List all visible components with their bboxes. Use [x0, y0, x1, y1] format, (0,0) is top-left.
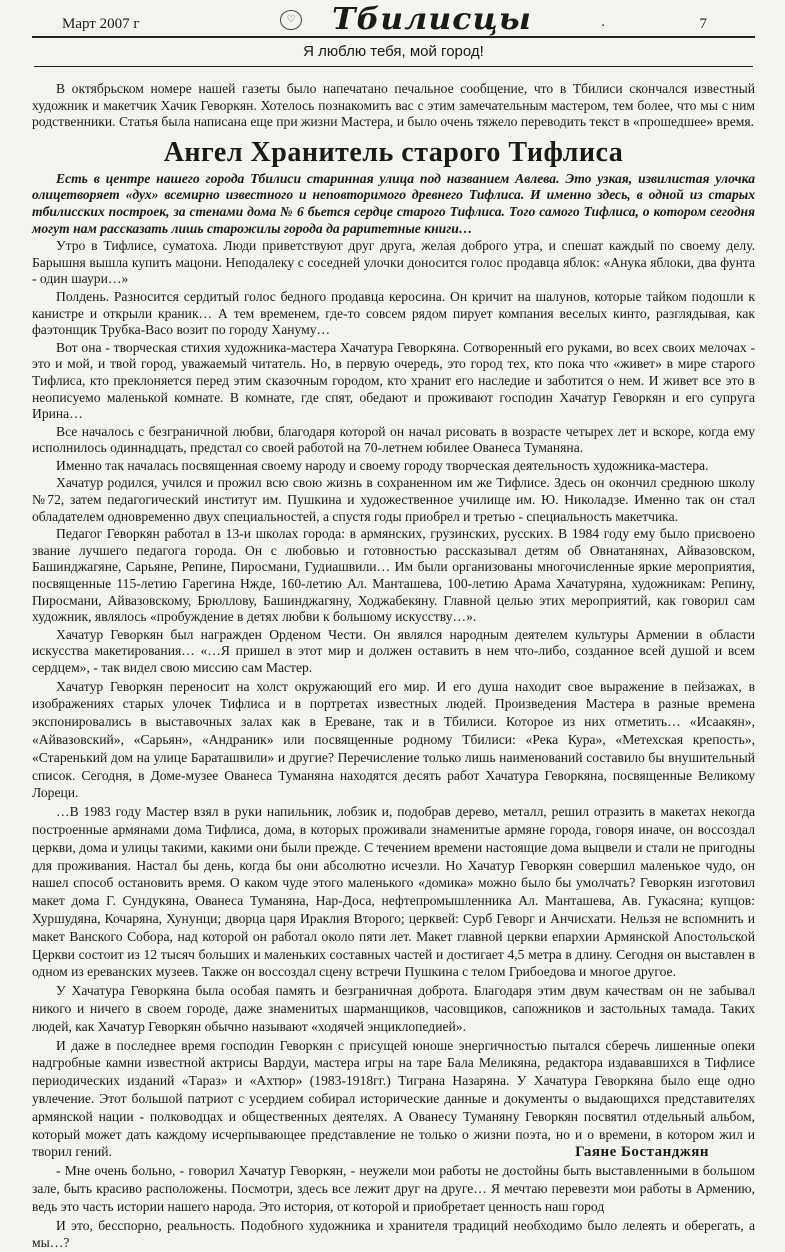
author-signature: Гаяне Бостанджян [575, 1144, 709, 1161]
article [32, 81, 755, 1252]
article-body [32, 238, 755, 1252]
body-paragraph: Утро в Тифлисе, суматоха. Люди приветствуют друг друга, желая доброго утра, и спешат каждый по своему делу. Барышня вышла купить мацони. Неподалеку с соседней улочки доносится голос продавца яблок: «Анука яблоки, два фунта - один шаури…» [32, 238, 755, 288]
section-slogan: Я люблю тебя, мой город! [34, 38, 753, 67]
body-paragraph: Хачатур родился, учился и прожил всю свою жизнь в сохраненном им же Тифлисе. Здесь он окончил среднюю школу №72, затем педагогический институт им. Пушкина и художественное училище им. Ю. Николадзе. Именно так он стал обладателем одновременно двух специальностей, а спустя годы приобрел и третью - специальность макетчика. [32, 475, 755, 525]
intro-paragraph: В октябрьском номере нашей газеты было напечатано печальное сообщение, что в Тбилиси скончался известный художник и макетчик Хачик Геворкян. Хотелось познакомить вас с этим замечательным мастером, тем более, что мы с ним родственники. Статья была написана еще при жизни Мастера, и было очень тяжело переводить текст в «прошедшее» время. [32, 81, 755, 131]
editor-intro [32, 81, 755, 131]
newspaper-title: Тбилисцы [332, 2, 532, 37]
body-paragraph: У Хачатура Геворкяна была особая память и безграничная доброта. Благодаря этим двум качествам он не забывал никого и ничего в своем городе, даже знаменитых шарманщиков, часовщиков, сапожников и застольных тамада. Таких людей, как Хачатур Геворкян обычно называют «ходячей энциклопедией». [32, 982, 755, 1035]
heart-emblem-icon: ♡ [280, 10, 302, 30]
body-paragraph: - Мне очень больно, - говорил Хачатур Геворкян, - неужели мои работы не достойны быть выставленными в большом зале, быть красиво расположены. Посмотри, здесь все лежит друг на друге… Я мечтаю перевезти мои работы в Армению, ведь это часть истории нашего народа. Это история, от которой и приобретает ценность наш город [32, 1162, 755, 1215]
body-paragraph: Хачатур Геворкян был награжден Орденом Чести. Он являлся народным деятелем культуры Армении в области искусства макетирования… «…Я пришел в этот мир и должен оставить в нем что-либо, созданное всей душой и всем сердцем», - так видел свою миссию сам Мастер. [32, 627, 755, 677]
header-dot: . [601, 14, 605, 31]
body-paragraph: Хачатур Геворкян переносит на холст окружающий его мир. И его душа находит свое выражение в пейзажах, в изображениях старых улочек Тифлиса и в портретах известных людей. Произведения Мастера в разные времена экспонировались в выставочных залах как в Ереване, так и в Тбилиси. Которое из них отметить… «Исаакян», «Айвазовский», «Сарьян», «Андраник» или посвященные родному Тбилиси: «Река Кура», «Метехская крепость», «Старенький дом на улице Бараташвили» и другие? Перечисление только лишь наименований составило бы внушительный список. Сегодня, в Доме-музее Ованеса Туманяна находятся десять работ Хачатура Геворкяна, посвященные Великому Лореци. [32, 678, 755, 803]
body-paragraph: Полдень. Разносится сердитый голос бедного продавца керосина. Он кричит на шалунов, которые тайком подошли к канистре и открыли краник… А тем временем, где-то совсем рядом пирует компания веселых кинто, разглядывая, как фаэтонщик Трубка-Васо возит по городу Хануму… [32, 289, 755, 339]
article-lead: Есть в центре нашего города Тбилиси старинная улица под названием Авлева. Это узкая, извилистая улочка олицетворяет «дух» всемирно известного и неповторимого древнего Тифлиса. И именно здесь, в одной из старых тбилисских построек, за стенами дома № 6 бьется сердце старого Тифлиса. Того самого Тифлиса, о котором сегодня могут нам рассказать лишь старожилы города да раритетные книги… [32, 171, 755, 237]
page-header [32, 0, 755, 38]
article-headline: Ангел Хранитель старого Тифлиса [32, 137, 755, 169]
body-paragraph: Именно так началась посвященная своему народу и своему городу творческая деятельность художника-мастера. [32, 458, 755, 475]
page-number: 7 [700, 16, 708, 33]
body-paragraph: Педагог Геворкян работал в 13-и школах города: в армянских, грузинских, русских. В 1984 году ему было присвоено звание лучшего педагога города. Он с любовью и готовностью рассказывал детям об Овнатанянах, Айвазовском, Башинджагяне, Сарьяне, Репине, Пиросмани, Гудиашвили… Им были организованы многочисленные яркие мероприятия, посвященные 115-летию Гарегина Нжде, 160-летию Ал. Манташева, 100-летию Арама Хачатуряна, художникам: Репину, Пиросмани, Айвазовскому, Брюллову, Башинджагяну, Ходжабекяну. Главной целью этих мероприятий, как говорил сам художник, являлось «пробуждение в детях любви к большому искусству…». [32, 526, 755, 626]
body-paragraph: …В 1983 году Мастер взял в руки напильник, лобзик и, подобрав дерево, металл, решил отразить в макетах некогда построенные армянами дома Тифлиса, дома, в которых проживали знаменитые армяне города, говоря иначе, он воссоздал церкви, дома и улицы такими, какими они были прежде. С течением времени настоящие дома выцвели и стали не пригодны для проживания. Настал бы день, когда бы они абсолютно исчезли. Но Хачатур Геворкян совершил маленькое чудо, он нашел способ остановить время. О каком чуде этого маленького «домика» можно было бы умолчать? Геворкян изготовил макет дома Г. Сундукяна, Ованеса Туманяна, Нар-Доса, нефтепромышленника Ал. Манташева, Ав. Гукасяна; купцов: Хуршудяна, Кочаряна, Хунунци; дворца царя Ираклия Второго; церквей: Сурб Геворг и Анчисхати. Нельзя не вспомнить и макет Ванского Собора, над которой он работал около пяти лет. Макет главной церкви епархии Армянской Апостольской Церкви состоит из 12 тысяч больших и маленьких составных частей и достигает 4,5 метра в длину. Сегодня он выставлен в одном из ереванских музеев. Также он воссоздал сцену встречи Пушкина с телом Грибоедова и многое другое. [32, 803, 755, 981]
body-paragraph: Вот она - творческая стихия художника-мастера Хачатура Геворкяна. Сотворенный его руками, во всех своих мелочах - это и мой, и твой город, уважаемый читатель. Но, в первую очередь, это город тех, кто пока что «живет» в мире старого Тифлиса, кто преклоняется перед этим сказочным городом, кто хранит его наследие и заботится о нем. И живет все это в неописуемо маленькой комнате. В комнате, где спят, обедают и проживают господин Хачатур Геворкян и его супруга Ирина… [32, 340, 755, 423]
body-paragraph: И это, бесспорно, реальность. Подобного художника и хранителя традиций необходимо было лелеять и оберегать, а мы…? [32, 1217, 755, 1252]
issue-date: Март 2007 г [62, 16, 140, 33]
body-paragraph: И даже в последнее время господин Геворкян с присущей юноше энергичностью пытался сберечь лишенные опеки надгробные камни известной актрисы Вардуи, мастера игры на таре Бала Меликяна, редактора издававшихся в Тифлисе периодических изданий «Тараз» и «Ахтюр» (1983-1918гг.) Тиграна Назаряна. У Хачатура Геворкяна было еще одно увлечение. Этот большой патриот с усердием собирал исторические данные и документы о выдающихся представителях армянской нации - полководцах и общественных деятелях. А Ованесу Туманяну Геворкян посвятил отдельный альбом, который может дать каждому исчерпывающее представление не только о жизни поэта, но и о времени, в котором жил и творил гений. [32, 1037, 755, 1162]
body-paragraph: Все началось с безграничной любви, благодаря которой он начал рисовать в возрасте четырех лет и вскоре, когда ему исполнилось одиннадцать, предстал со своей работой на 70-летнем юбилее Ованеса Туманяна. [32, 424, 755, 457]
